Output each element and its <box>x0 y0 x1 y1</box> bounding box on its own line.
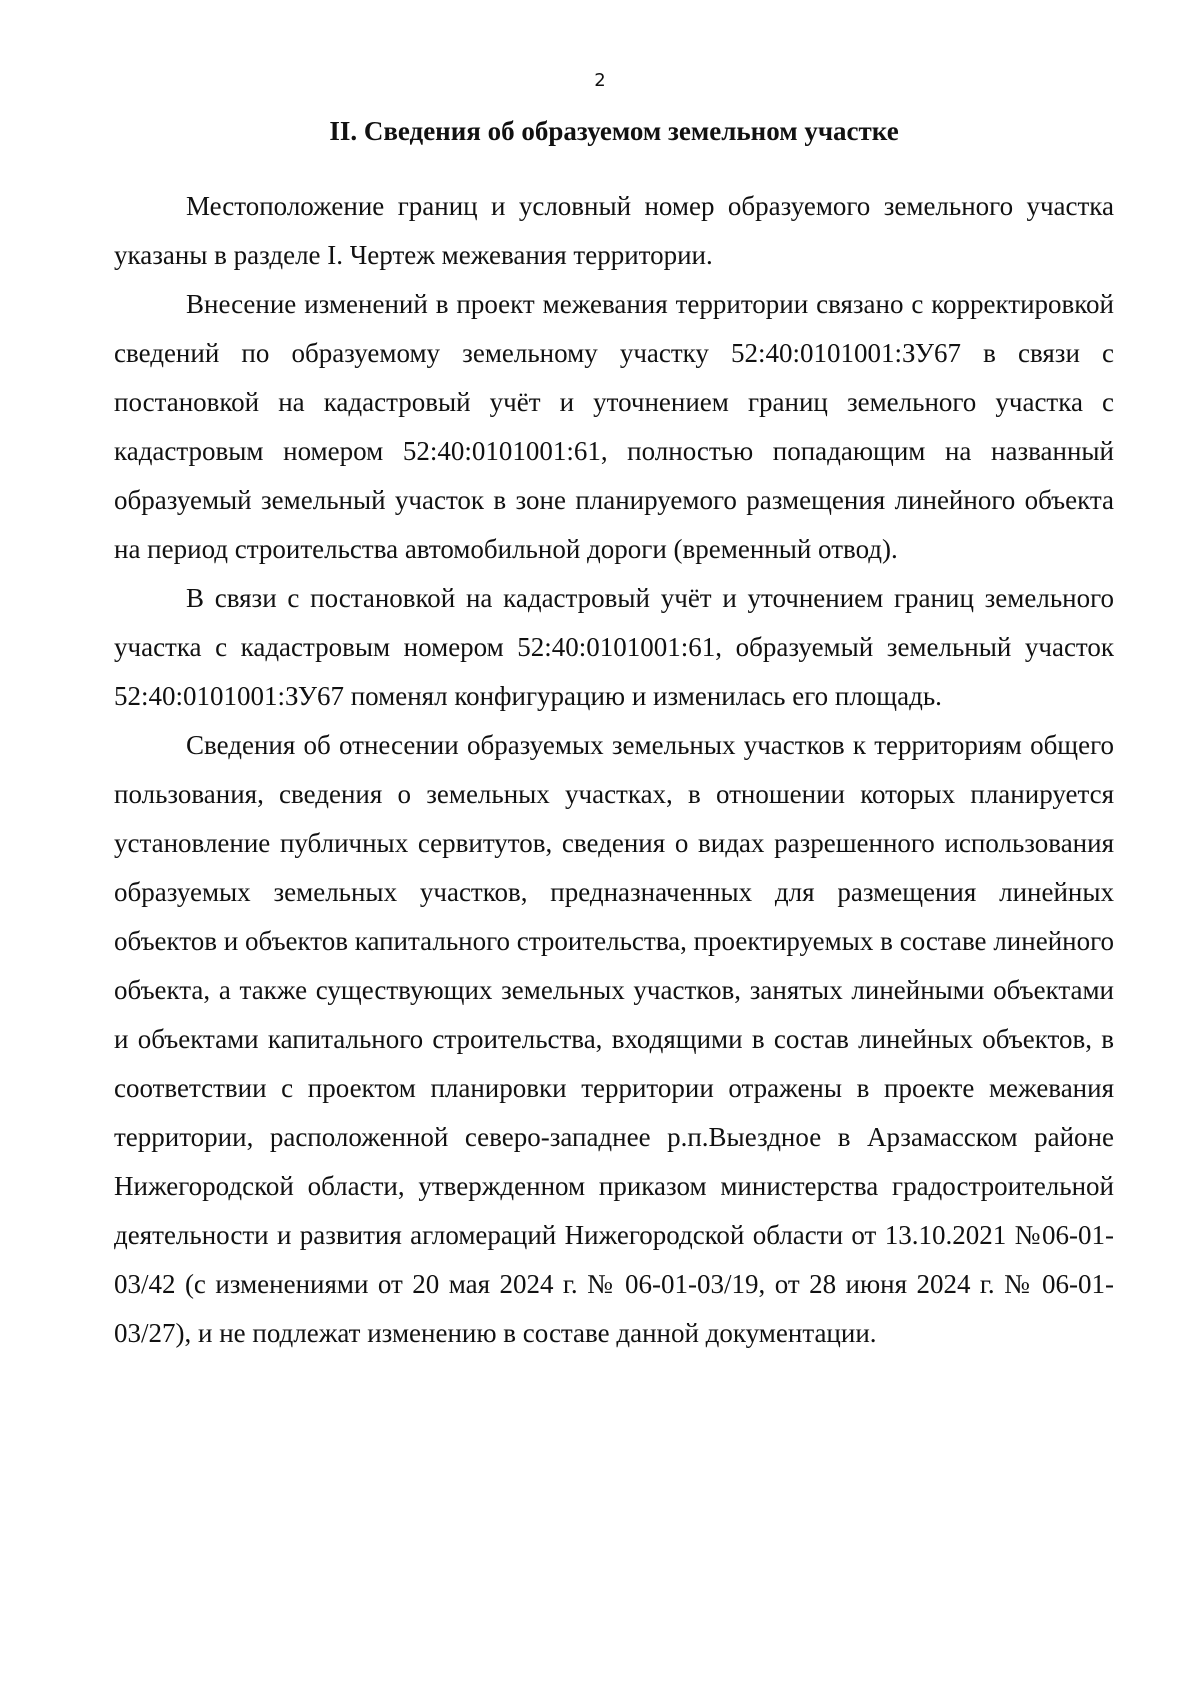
paragraph-changes: Внесение изменений в проект межевания территории связано с корректировкой сведений по образуемому земельному участку 52:40:0101001:ЗУ67 в связи с постановкой на кадастровый учёт и уточнением границ земельного участка с кадастровым номером 52:40:0101001:61, полностью попадающим на названный образуемый земельный участок в зоне планируемого размещения линейного объекта на период строительства автомобильной дороги (временный отвод). <box>114 289 1114 564</box>
paragraph-configuration: В связи с постановкой на кадастровый учёт и уточнением границ земельного участка с кадастровым номером 52:40:0101001:61, образуемый земельный участок 52:40:0101001:ЗУ67 поменял конфигурацию и изменилась его площадь. <box>114 583 1114 711</box>
paragraph-location: Местоположение границ и условный номер образуемого земельного участка указаны в разделе I. Чертеж межевания территории. <box>114 191 1114 270</box>
paragraph-public-territories: Сведения об отнесении образуемых земельных участков к территориям общего пользования, сведения о земельных участках, в отношении которых планируется установление публичных сервитутов, сведения о видах разрешенного использования образуемых земельных участков, предназначенных для размещения линейных объектов и объектов капитального строительства, проектируемых в составе линейного объекта, а также существующих земельных участков, занятых линейными объектами и объектами капитального строительства, входящими в состав линейных объектов, в соответствии с проектом планировки территории отражены в проекте межевания территории, расположенной северо-западнее р.п.Выездное в Арзамасском районе Нижегородской области, утвержденном приказом министерства градостроительной деятельности и развития агломераций Нижегородской области от 13.10.2021 №06-01-03/42 (с изменениями от 20 мая 2024 г. № 06-01-03/19, от 28 июня 2024 г. № 06-01-03/27), и не подлежат изменению в составе данной документации. <box>114 730 1114 1348</box>
section-heading: II. Сведения об образуемом земельном участке <box>329 116 899 146</box>
page-number: 2 <box>594 70 606 91</box>
document-body <box>114 182 1114 1358</box>
